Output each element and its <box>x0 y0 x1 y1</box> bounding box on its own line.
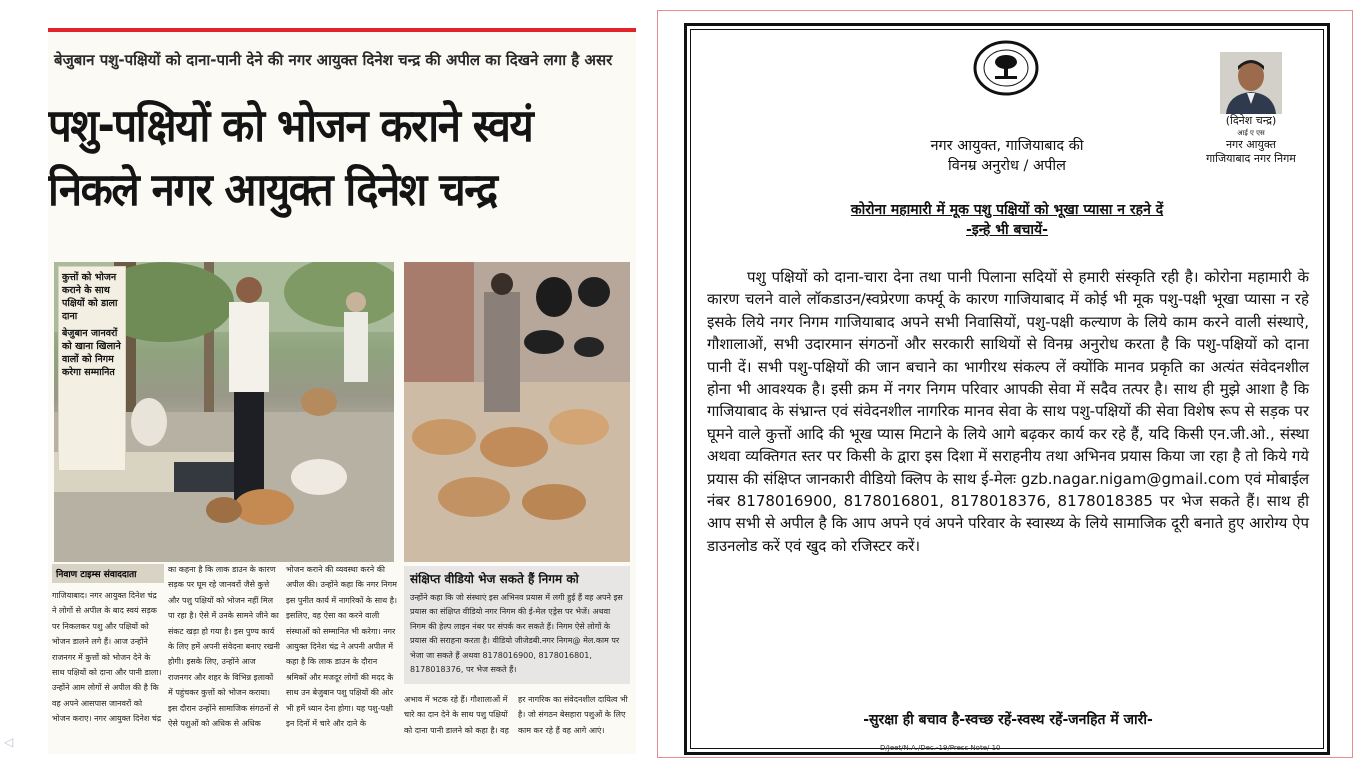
photo-woman-feeding-dogs <box>404 262 630 562</box>
municipal-seal-logo <box>973 40 1039 96</box>
note-body <box>707 266 1309 557</box>
clipping-headline <box>48 94 636 222</box>
newspaper-clipping <box>48 28 636 754</box>
article-sidebar <box>404 566 630 684</box>
article-column-1-text: गाजियाबाद। नगर आयुक्त दिनेश चंद्र ने लोगों से अपील के बाद स्वयं सड़क पर निकलकर पशु और पक्षियों को भोजन डालने लगे हैं। आज उन्होंने राजनगर में कुत्तों को भोजन देने के साथ पक्षियों को दाना और पानी डाला। उन्होंने आम लोगों से अपील की है कि वह अपने आसपास जानवरों को भोजन कराए। नगर आयुक्त दिनेश चंद्र <box>52 591 162 724</box>
press-note-reference: D/Jeet/N.A./Dec.-19/Press Note/ 10 <box>880 744 1001 752</box>
article-column-1 <box>52 588 162 727</box>
article-column-5 <box>518 692 630 738</box>
sidebar-text: उन्होंने कहा कि जो संस्थाएं इस अभिनव प्रयास में लगी हुई हैं वह अपने इस प्रयास का संक्षिप्त वीडियो नगर निगम की ई-मेल एड्रेस पर भेजें। अथवा निगम की हेल्प लाइन नंबर पर संपर्क कर सकते हैं। निगम ऐसे लोगों के प्रयास की सराहना करता है। वीडियो जीजेडबी.नगर निगम@ मेल.काम पर भेजा जा सकते हैं अथवा 8178016900, 8178016801, 8178018376, पर भेज सकते हैं। <box>410 593 623 675</box>
article-column-4 <box>404 692 514 738</box>
official-name: (दिनेश चन्द्र) <box>1225 114 1277 127</box>
sidebar-title: संक्षिप्त वीडियो भेज सकते हैं निगम को <box>410 572 579 586</box>
official-org: गाजियाबाद नगर निगम <box>1206 152 1296 165</box>
headline-line-1: पशु-पक्षियों को भोजन कराने स्वयं <box>48 99 533 152</box>
article-column-4-text: अभाव में भटक रहे हैं। गौशालाओं में चारे का दान देने के साथ पशु पक्षियों को दाना पानी डालने को कहा है। वह <box>404 695 509 735</box>
article-column-5-text: हर नागरिक का संवेदनशील दायित्व भी है। जो संगठन बेसहारा पशुओं के लिए काम कर रहे हैं वह आगे आएं। <box>518 695 628 735</box>
note-subject <box>727 200 1287 240</box>
office-line-1: नगर आयुक्त, गाजियाबाद की <box>930 138 1084 154</box>
official-signature-block <box>1187 114 1315 166</box>
article-column-2 <box>168 562 280 731</box>
photo-caption-box <box>58 266 126 471</box>
article-column-3-text: भोजन कराने की व्यवस्था करने की अपील की। उन्होंने कहा कि नगर निगम इस पुनीत कार्य में नागरिकों के साथ है। इसलिए, वह ऐसा का करने वाली संस्थाओं को सम्मानित भी करेगा। नगर आयुक्त दिनेश चंद्र ने अपनी अपील में कहा है कि लाक डाउन के दौरान श्रमिकों और मजदूर लोगों की मदद के साथ उन बेजुबान पशु पक्षियों की ओर भी हमें ध्यान देना होगा। यह पशु-पक्षी इन दिनों में चारे और दाने के <box>286 565 397 729</box>
office-heading <box>867 136 1147 176</box>
article-column-3 <box>286 562 398 731</box>
note-slogan: -सुरक्षा ही बचाव है-स्वच्छ रहें-स्वस्थ रहें-जनहित में जारी- <box>863 712 1153 728</box>
photo-commissioner-feeding-dogs <box>54 262 394 562</box>
subject-line-2: -इन्हे भी बचायें- <box>966 222 1048 238</box>
headline-line-2: निकले नगर आयुक्त दिनेश चन्द्र <box>48 163 497 216</box>
back-arrow-icon[interactable]: ◁ <box>4 735 14 749</box>
byline: निवाण टाइम्स संवाददाता <box>52 564 164 583</box>
press-note-panel <box>657 10 1353 758</box>
press-note-border <box>684 23 1330 755</box>
caption-2: बेजुबान जानवरों को खाना खिलाने वालों को निगम करेगा सम्मानित <box>62 328 121 378</box>
note-body-paragraph: पशु पक्षियों को दाना-चारा देना तथा पानी पिलाना सदियों से हमारी संस्कृति रही है। कोरोना महामारी के कारण चलने वाले लॉकडाउन/स्वप्रेरणा कर्फ्यू के कारण गाजियाबाद में कोई भी मूक पशु-पक्षी भूखा प्यासा न रहे इसके लिये नगर निगम गाजियाबाद अपने सभी निवासियों, पशु-पक्षी कल्याण के लिये काम करने वाली संस्थाऐ, गौशालाओं, सभी उदारमान संगठनों और सरकारी साथियों से विनम्र अनुरोध करता है कि पशु-पक्षियों को दाना पानी दें। सभी पशु-पक्षियों की जान बचाने का भागीरथ संकल्प लें क्योंकि मानव प्रकृति का अत्यंत संवेदनशील होना भी आवश्यक है। इसी क्रम में नगर निगम परिवार आपकी सेवा में सदैव तत्पर है। साथ ही मुझे आशा है कि गाजियाबाद के संभ्रान्त एवं संवेदनशील नागरिक मानव सेवा के साथ पशु-पक्षियों की सेवा विशेष रूप से सड़क पर घूमने वाले कुत्तों आदि की भूख प्यास मिटाने के लिये आगे बढ़कर कार्य कर रहे हैं, यदि किसी एन.जी.ओ., संस्था अथवा व्यक्तिगत स्तर पर किसी के द्वारा इस दिशा में सराहनीय तथा अभिनव प्रयास किया जा रहा है तो किये गये प्रयास की संक्षिप्त जानकारी वीडियो क्लिप के साथ ई-मेलः gzb.nagar.nigam@gmail.com एवं मोबाईल नंबर 8178016900, 8178016801, 8178018376, 8178018385 पर भेज सकते हैं। साथ ही आप सभी से अपील है कि आप अपने एवं अपने परिवार के स्वास्थ्य के लिये सामाजिक दूरी बनाते हुए आरोग्य ऐप डाउनलोड करें एवं खुद को रजिस्टर करें। <box>707 268 1309 555</box>
office-line-2: विनम्र अनुरोध / अपील <box>948 158 1066 174</box>
caption-1: कुत्तों को भोजन कराने के साथ पक्षियों को डाला दाना <box>62 272 118 322</box>
clipping-kicker: बेजुबान पशु-पक्षियों को दाना-पानी देने की नगर आयुक्त दिनेश चन्द्र की अपील का दिखने लगा है असर <box>54 51 613 69</box>
official-service: आई ए एस <box>1237 129 1265 137</box>
official-designation: नगर आयुक्त <box>1225 138 1277 151</box>
article-column-2-text: का कहना है कि लाक डाउन के कारण सड़क पर घूम रहे जानवरों जैसे कुत्ते और पशु पक्षियों को भोजन नहीं मिल पा रहा है। ऐसे में उनके सामने जीने का संकट खड़ा हो गया है। इस पुण्य कार्य के लिए हमें अपनी संवेदना बनाए रखनी होगी। इसके लिए, उन्होंने आज राजनगर और शहर के विभिन्न इलाकों में पहुंचकर कुत्तों को भोजन कराया। इस दौरान उन्होंने सामाजिक संगठनों से ऐसे पशुओं को अधिक से अधिक <box>168 565 280 729</box>
subject-line-1: कोरोना महामारी में मूक पशु पक्षियों को भूखा प्यासा न रहने दें <box>850 202 1164 218</box>
commissioner-portrait <box>1220 52 1282 114</box>
